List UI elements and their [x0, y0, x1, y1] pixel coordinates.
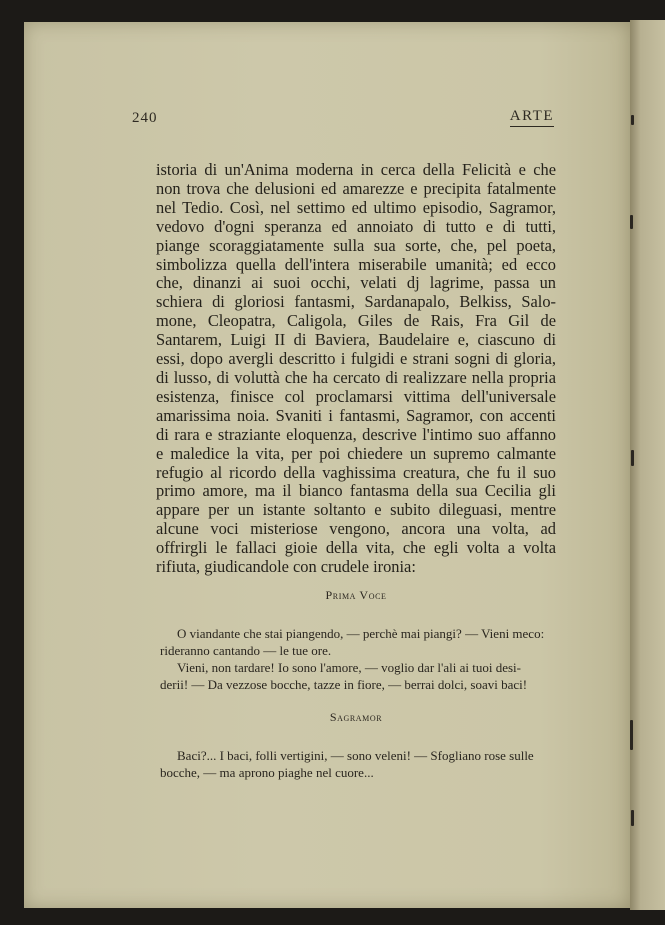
text-line: refugio al ricordo della vaghissima creatura, che fu il suo: [156, 462, 556, 482]
text-line: appare per un istante soltanto e subito dileguasi, mentre: [156, 500, 556, 520]
text-line: simbolizza quella dell'intera miserabile umanità; ed ecco: [156, 254, 556, 274]
ink-mark: [631, 115, 634, 125]
text-line: che, dinanzi ai suoi occhi, velati dj lagrime, passa un: [156, 273, 556, 293]
adjacent-page-edge: [630, 20, 665, 910]
running-head: ARTE: [510, 108, 554, 127]
text-line: mone, Cleopatra, Caligola, Giles de Rais, Fra Gil de: [156, 311, 556, 331]
text-line: istoria di un'Anima moderna in cerca della Felicità e che: [156, 160, 556, 179]
text-line: di lusso, di voluttà che ha cercato di realizzare nella propria: [156, 367, 556, 387]
ink-mark: [631, 810, 634, 826]
text-line: essi, dopo avergli descritto i fulgidi e strani sogni di gloria,: [156, 349, 556, 369]
verse-line: derii! — Da vezzose bocche, tazze in fiore, — berrai dolci, soavi baci!: [160, 677, 528, 692]
text-line: offrirgli le fallaci gioie della vita, che egli volta a volta: [156, 538, 556, 558]
text-line: Santarem, Luigi II di Baviera, Baudelaire e, ciascuno di: [156, 330, 556, 350]
body-paragraph: [156, 161, 556, 577]
ink-mark: [630, 215, 633, 229]
text-line: schiera di gloriosi fantasmi, Sardanapalo, Belkiss, Salo-: [156, 292, 556, 312]
verse-line: bocche, — ma aprono piaghe nel cuore...: [160, 765, 374, 780]
text-line: nel Tedio. Così, nel settimo ed ultimo episodio, Sagramor,: [156, 197, 556, 217]
verse-line: O viandante che stai piangendo, — perchè mai piangi? — Vieni meco:: [177, 626, 545, 641]
ink-mark: [630, 720, 633, 750]
text-line: di rara e straziante eloquenza, descrive l'intimo suo affanno: [156, 424, 556, 444]
text-line: piange scoraggiatamente sulla sua sorte, che, pel poeta,: [156, 235, 556, 255]
verse-line: rideranno cantando — le tue ore.: [160, 643, 332, 658]
verse-block-sagramor: [160, 747, 560, 781]
text-line: vedovo d'ogni speranza ed annoiato di tutto e di tutti,: [156, 216, 556, 236]
section-heading-sagramor: Sagramor: [329, 710, 383, 724]
text-line: rifiuta, giudicandole con crudele ironia:: [156, 557, 416, 577]
section-heading-prima-voce: Prima Voce: [325, 588, 387, 602]
text-line: esistenza, finisce col proclamarsi vittima dell'universale: [156, 386, 556, 406]
text-line: non trova che delusioni ed amarezze e precipita fatalmente: [156, 178, 556, 198]
ink-mark: [631, 450, 634, 466]
page-header: [132, 108, 554, 130]
verse-block-prima-voce: [160, 625, 560, 693]
text-line: e maledice la vita, per poi chiedere un supremo calmante: [156, 443, 556, 463]
text-line: amarissima noia. Svaniti i fantasmi, Sagramor, con accenti: [156, 405, 556, 425]
page-number: 240: [132, 110, 158, 126]
verse-line: Baci?... I baci, folli vertigini, — sono veleni! — Sfogliano rose sulle: [177, 748, 534, 763]
text-line: alcune voci misteriose vengono, ancora una volta, ad: [156, 519, 556, 539]
text-line: primo amore, ma il bianco fantasma della sua Cecilia gli: [156, 481, 556, 501]
verse-line: Vieni, non tardare! Io sono l'amore, — voglio dar l'ali ai tuoi desi-: [177, 660, 521, 675]
